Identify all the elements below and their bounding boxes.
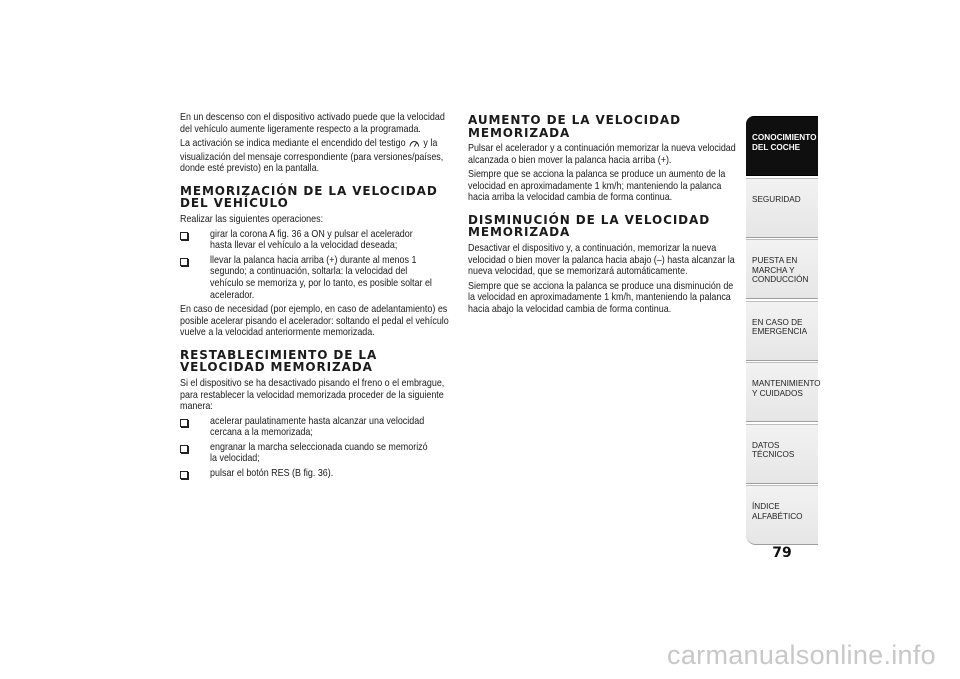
checkbox-bullet-icon: [180, 419, 188, 427]
watermark: carmanualsonline.info: [667, 640, 936, 670]
list-item-text: engranar la marcha seleccionada cuando se memorizó la velocidad;: [210, 441, 428, 465]
list-item-text: acelerar paulatinamente hasta alcanzar una velocidad cercana a la memorizada;: [210, 415, 425, 439]
paragraph: Si el dispositivo se ha desactivado pisando el freno o el embrague, para restablecer la velocidad memorizada proceder de la siguiente manera:: [180, 377, 445, 413]
paragraph: Desactivar el dispositivo y, a continuación, memorizar la nueva velocidad o bien mover la palanca hacia abajo (–) hasta alcanzar la nueva velocidad, que se memorizará automáticamente.: [468, 242, 735, 278]
list-item: [180, 255, 450, 301]
tab-indice-alfabetico[interactable]: ÍNDICE ALFABÉTICO: [746, 485, 818, 545]
checkbox-bullet-icon: [180, 471, 188, 479]
paragraph: Pulsar el acelerador y a continuación memorizar la nueva velocidad alcanzada o bien mover la palanca hacia arriba (+).: [468, 143, 736, 166]
tab-conocimiento-del-coche[interactable]: CONOCIMIENTO DEL COCHE: [746, 116, 818, 176]
section-heading: AUMENTO DE LA VELOCIDAD MEMORIZADA: [468, 113, 681, 140]
paragraph: Siempre que se acciona la palanca se produce una disminución de la velocidad en aproximadamente 1 km/h, manteniendo la palanca hacia abajo la velocidad cambia de forma continua.: [468, 280, 734, 315]
list-item: [180, 416, 450, 439]
list-item: [180, 468, 450, 480]
text-fragment: La activación se indica mediante el encendido del testigo: [180, 138, 406, 150]
text-fragment: y la visualización del mensaje correspondiente (para versiones/países, donde esté previsto) en la pantalla.: [180, 138, 444, 175]
chapter-tabs: [746, 116, 821, 547]
paragraph: Realizar las siguientes operaciones:: [180, 213, 324, 225]
tab-puesta-en-marcha[interactable]: PUESTA EN MARCHA Y CONDUCCIÓN: [746, 239, 818, 299]
tab-en-caso-de-emergencia[interactable]: EN CASO DE EMERGENCIA: [746, 301, 818, 361]
checkbox-bullet-icon: [180, 232, 188, 240]
list-item-text: pulsar el botón RES (B fig. 36).: [210, 468, 334, 480]
tab-datos-tecnicos[interactable]: DATOS TÉCNICOS: [746, 424, 818, 484]
list-item-text: llevar la palanca hacia arriba (+) durante al menos 1 segundo; a continuación, soltarla: la velocidad del vehículo se memoriza y, por lo tanto, es posible soltar el acelerador.: [210, 254, 432, 301]
right-column: [468, 112, 738, 319]
paragraph-indicator: [180, 138, 450, 175]
page-number: 79: [772, 545, 792, 561]
list-item-text: girar la corona A fig. 36 a ON y pulsar el acelerador hasta llevar el vehículo a la velocidad deseada;: [210, 228, 413, 252]
list-item: [180, 229, 450, 252]
section-heading: RESTABLECIMIENTO DE LA VELOCIDAD MEMORIZADA: [180, 347, 378, 375]
tab-seguridad[interactable]: SEGURIDAD: [746, 178, 818, 238]
paragraph: Siempre que se acciona la palanca se produce un aumento de la velocidad en aproximadamente 1 km/h; manteniendo la palanca hacia arriba la velocidad cambia de forma continua.: [468, 169, 726, 204]
left-column: [180, 112, 450, 483]
list-item: [180, 442, 450, 465]
paragraph: En caso de necesidad (por ejemplo, en caso de adelantamiento) es posible acelerar pisando el acelerador: soltando el pedal el vehículo vuelve a la velocidad anteriormente memorizada.: [180, 304, 449, 339]
cruise-control-indicator-icon: [409, 138, 420, 152]
tab-mantenimiento[interactable]: MANTENIMIENTO Y CUIDADOS: [746, 362, 818, 422]
paragraph: En un descenso con el dispositivo activado puede que la velocidad del vehículo aumente ligeramente respecto a la programada.: [180, 112, 445, 135]
checkbox-bullet-icon: [180, 258, 188, 266]
section-heading: DISMINUCIÓN DE LA VELOCIDAD MEMORIZADA: [468, 212, 711, 240]
section-heading: MEMORIZACIÓN DE LA VELOCIDAD DEL VEHÍCULO: [180, 183, 438, 211]
checkbox-bullet-icon: [180, 445, 188, 453]
